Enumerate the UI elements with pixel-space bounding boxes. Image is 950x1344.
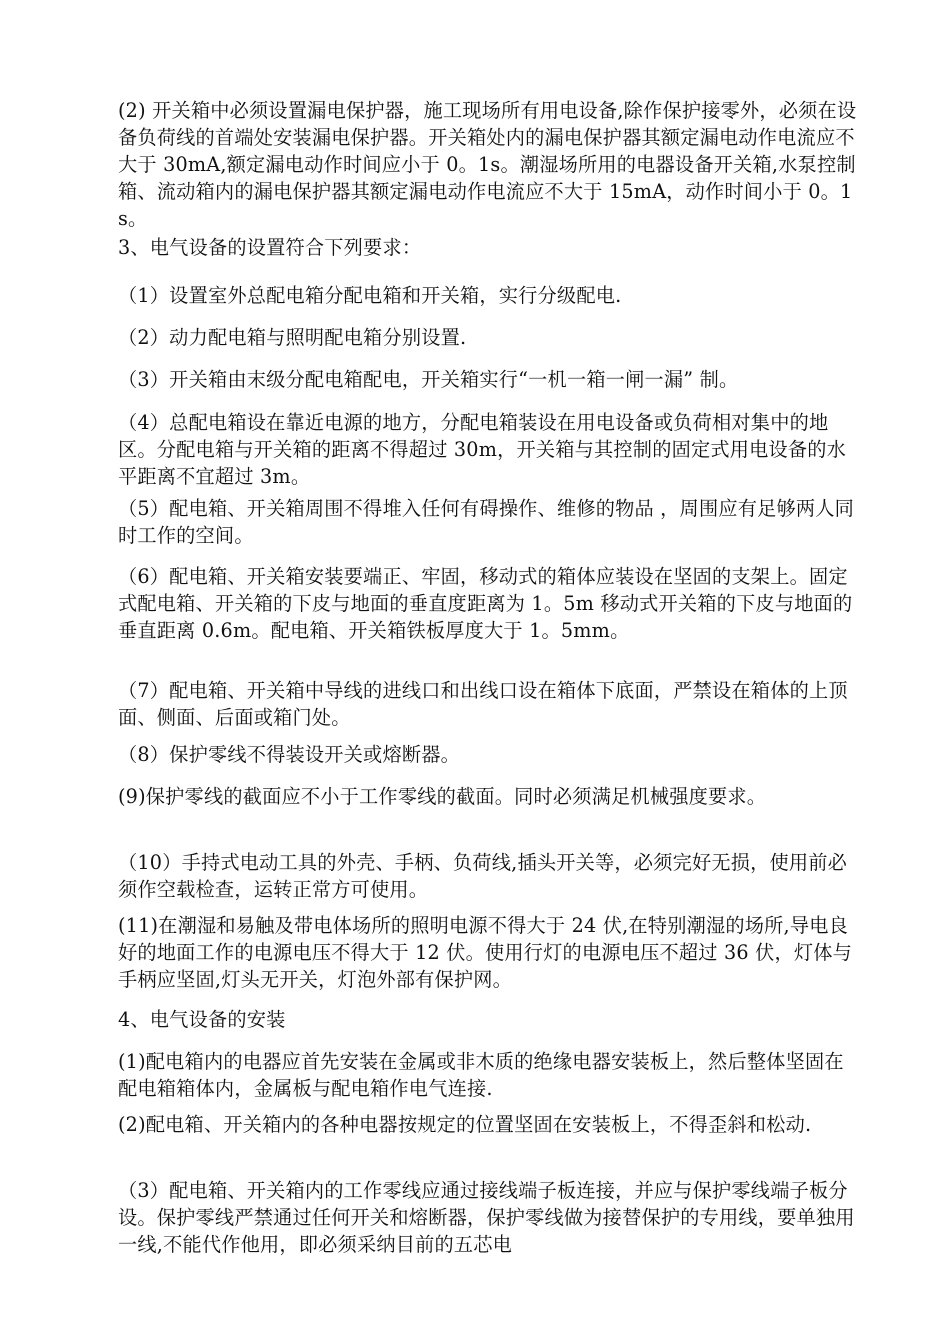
section-heading-3: 3、电气设备的设置符合下列要求： bbox=[118, 236, 422, 259]
paragraph-item-8: （8）保护零线不得装设开关或熔断器。 bbox=[118, 743, 460, 766]
paragraph-item-10: （10）手持式电动工具的外壳、手柄、负荷线,插头开关等，必须完好无损，使用前必须作空载检查，运转正常方可使用。 bbox=[118, 851, 848, 901]
paragraph-item-7: （7）配电箱、开关箱中导线的进线口和出线口设在箱体下底面，严禁设在箱体的上顶面、侧面、后面或箱门处。 bbox=[118, 679, 848, 729]
paragraph-item-1: （1）设置室外总配电箱分配电箱和开关箱，实行分级配电. bbox=[118, 284, 622, 307]
paragraph-item-5: （5）配电箱、开关箱周围不得堆入任何有碍操作、维修的物品 ，周围应有足够两人同时工作的空间。 bbox=[118, 497, 855, 547]
paragraph-install-3: （3）配电箱、开关箱内的工作零线应通过接线端子板连接，并应与保护零线端子板分设。保护零线严禁通过任何开关和熔断器，保护零线做为接替保护的专用线，要单独用一线,不能代作他用，即必须采纳目前的五芯电 bbox=[118, 1179, 855, 1256]
paragraph-item-2: （2）动力配电箱与照明配电箱分别设置. bbox=[118, 326, 467, 349]
section-heading-4: 4、电气设备的安装 bbox=[118, 1008, 286, 1031]
paragraph-item-6: （6）配电箱、开关箱安装要端正、牢固，移动式的箱体应装设在坚固的支架上。固定式配电箱、开关箱的下皮与地面的垂直度距离为 1。5m 移动式开关箱的下皮与地面的垂直距离 0.6m。配电箱、开关箱铁板厚度大于 1。5mm。 bbox=[118, 565, 853, 642]
paragraph-item-9: (9)保护零线的截面应不小于工作零线的截面。同时必须满足机械强度要求。 bbox=[118, 785, 767, 808]
paragraph-install-2: (2)配电箱、开关箱内的各种电器按规定的位置坚固在安装板上，不得歪斜和松动. bbox=[118, 1113, 812, 1136]
paragraph-item-3: （3）开关箱由末级分配电箱配电，开关箱实行“一机一箱一闸一漏” 制。 bbox=[118, 368, 739, 391]
paragraph-leakage-protector: (2) 开关箱中必须设置漏电保护器，施工现场所有用电设备,除作保护接零外，必须在设备负荷线的首端处安装漏电保护器。开关箱处内的漏电保护器其额定漏电动作电流应不大于 30mA,额定漏电动作时间应小于 0。1s。潮湿场所用的电器设备开关箱,水泵控制箱、流动箱内的漏电保护器其额定漏电动作电流应不大于 15mA，动作时间小于 0。1s。 bbox=[118, 99, 857, 230]
paragraph-item-11: (11)在潮湿和易触及带电体场所的照明电源不得大于 24 伏,在特别潮湿的场所,导电良好的地面工作的电源电压不得大于 12 伏。使用行灯的电源电压不超过 36 伏，灯体与手柄应坚固,灯头无开关，灯泡外部有保护网。 bbox=[118, 914, 853, 991]
paragraph-install-1: (1)配电箱内的电器应首先安装在金属或非木质的绝缘电器安装板上，然后整体坚固在配电箱箱体内，金属板与配电箱作电气连接. bbox=[118, 1050, 844, 1100]
paragraph-item-4: （4）总配电箱设在靠近电源的地方，分配电箱装设在用电设备或负荷相对集中的地区。分配电箱与开关箱的距离不得超过 30m，开关箱与其控制的固定式用电设备的水平距离不宜超过 3m。 bbox=[118, 411, 847, 488]
